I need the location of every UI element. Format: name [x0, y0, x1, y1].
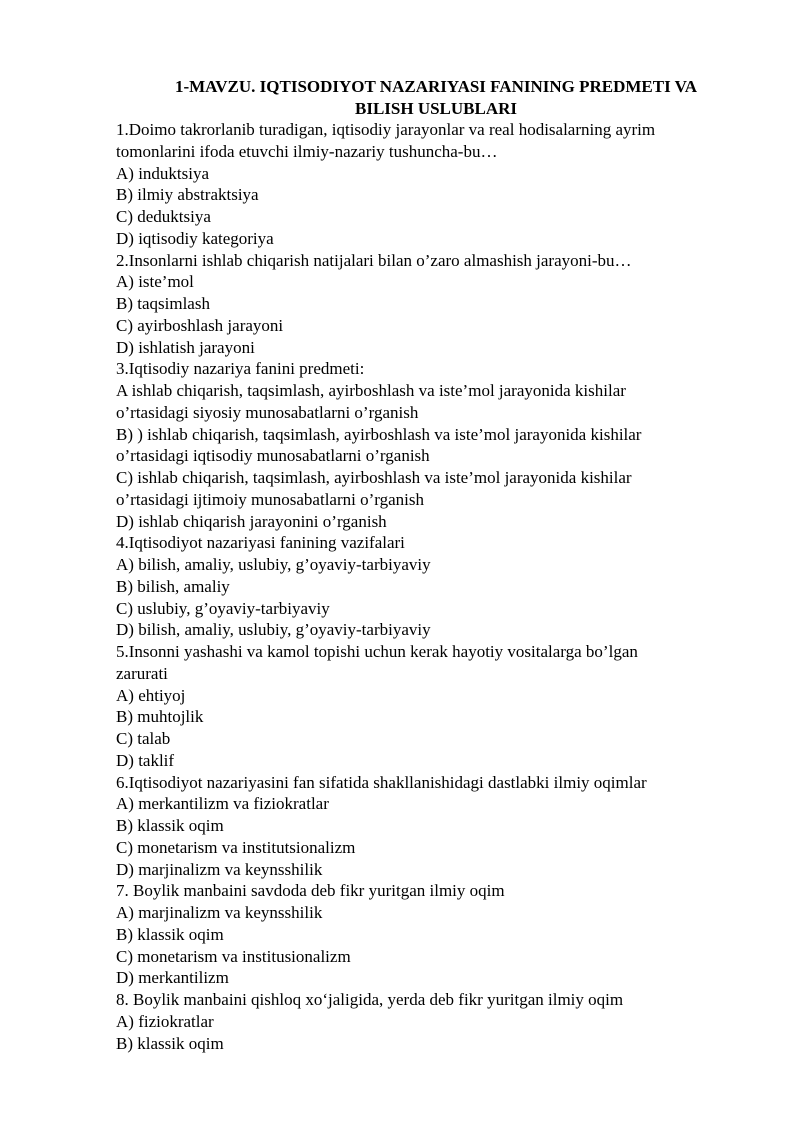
- text-line: A) merkantilizm va fiziokratlar: [116, 794, 329, 814]
- text-line: D) ishlatish jarayoni: [116, 337, 255, 357]
- text-line: 2.Insonlarni ishlab chiqarish natijalari bilan o’zaro almashish jarayoni-bu…: [116, 250, 632, 270]
- text-line: C) monetarism va institusionalizm: [116, 946, 351, 966]
- text-line: B) klassik oqim: [116, 924, 224, 944]
- text-line: 7. Boylik manbaini savdoda deb fikr yuritgan ilmiy oqim: [116, 881, 505, 901]
- text-line: 5.Insonni yashashi va kamol topishi uchun kerak hayotiy vositalarga bo’lgan: [116, 642, 638, 661]
- text-line: o’rtasidagi siyosiy munosabatlarni o’rganish: [116, 402, 419, 422]
- text-line: B) ) ishlab chiqarish, taqsimlash, ayirboshlash va iste’mol jarayonida kishilar: [116, 424, 642, 444]
- text-line: A ishlab chiqarish, taqsimlash, ayirboshlash va iste’mol jarayonida kishilar: [116, 381, 626, 400]
- text-line: A) ehtiyoj: [116, 685, 186, 705]
- document-content: [116, 76, 736, 1054]
- text-line: C) talab: [116, 729, 171, 748]
- text-line: A) bilish, amaliy, uslubiy, g’oyaviy-tarbiyaviy: [116, 555, 431, 574]
- text-line: B) muhtojlik: [116, 707, 204, 727]
- document-title: [116, 76, 736, 119]
- text-line: D) taklif: [116, 750, 175, 770]
- text-line: C) ayirboshlash jarayoni: [116, 315, 284, 335]
- text-line: D) merkantilizm: [116, 968, 229, 988]
- text-line: C) monetarism va institutsionalizm: [116, 837, 356, 857]
- text-line: A) induktsiya: [116, 163, 210, 183]
- text-line: tomonlarini ifoda etuvchi ilmiy-nazariy tushuncha-bu…: [116, 141, 498, 161]
- text-line: D) iqtisodiy kategoriya: [116, 228, 274, 248]
- text-line: D) marjinalizm va keynsshilik: [116, 859, 323, 879]
- title-line-2: BILISH USLUBLARI: [354, 98, 518, 118]
- text-line: B) klassik oqim: [116, 1033, 224, 1053]
- text-line: B) klassik oqim: [116, 816, 224, 835]
- text-line: 6.Iqtisodiyot nazariyasini fan sifatida shakllanishidagi dastlabki ilmiy oqimlar: [116, 772, 647, 792]
- text-line: o’rtasidagi ijtimoiy munosabatlarni o’rganish: [116, 489, 424, 509]
- title-line-1: 1-MAVZU. IQTISODIYOT NAZARIYASI FANINING PREDMETI VA: [174, 77, 698, 96]
- text-line: 1.Doimo takrorlanib turadigan, iqtisodiy jarayonlar va real hodisalarning ayrim: [116, 120, 656, 139]
- text-line: zarurati: [116, 663, 168, 683]
- question-list: [116, 119, 736, 1054]
- text-line: C) uslubiy, g’oyaviy-tarbiyaviy: [116, 598, 330, 618]
- text-line: A) iste’mol: [116, 272, 194, 292]
- text-line: 8. Boylik manbaini qishloq xo‘jaligida, yerda deb fikr yuritgan ilmiy oqim: [116, 990, 624, 1009]
- text-line: C) ishlab chiqarish, taqsimlash, ayirboshlash va iste’mol jarayonida kishilar: [116, 468, 632, 487]
- text-line: D) ishlab chiqarish jarayonini o’rganish: [116, 511, 387, 531]
- text-line: C) deduktsiya: [116, 207, 211, 226]
- text-line: o’rtasidagi iqtisodiy munosabatlarni o’rganish: [116, 446, 430, 466]
- text-line: A) fiziokratlar: [116, 1011, 214, 1031]
- text-line: 4.Iqtisodiyot nazariyasi fanining vazifalari: [116, 533, 405, 553]
- text-line: B) bilish, amaliy: [116, 576, 230, 596]
- text-line: B) ilmiy abstraktsiya: [116, 185, 259, 205]
- text-line: B) taqsimlash: [116, 294, 210, 313]
- text-line: A) marjinalizm va keynsshilik: [116, 903, 323, 922]
- text-line: 3.Iqtisodiy nazariya fanini predmeti:: [116, 359, 365, 379]
- text-line: D) bilish, amaliy, uslubiy, g’oyaviy-tarbiyaviy: [116, 620, 431, 640]
